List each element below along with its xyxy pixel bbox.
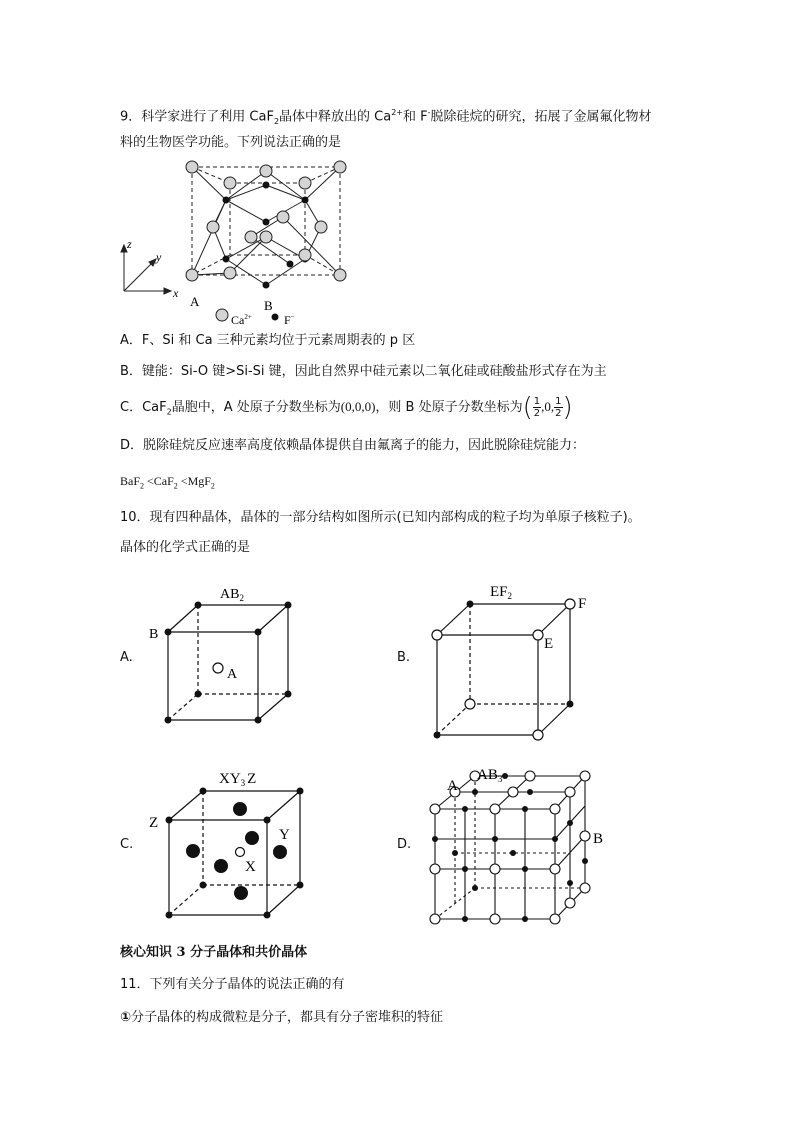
q10-b-label-f: F xyxy=(578,596,587,612)
q9-option-a: A．F、Si 和 Ca 三种元素均位于元素周期表的 p 区 xyxy=(120,333,416,348)
legend-f-label: F− xyxy=(284,313,295,327)
point-b-label: B xyxy=(264,298,273,313)
q11-stem: 11．下列有关分子晶体的说法正确的有 xyxy=(120,977,345,992)
q10-d-label-b: B xyxy=(593,831,604,847)
q10-figure-c xyxy=(145,765,315,923)
q11-item-1: ①分子晶体的构成微粒是分子，都具有分子密堆积的特征 xyxy=(120,1010,444,1025)
q9-option-d: D．脱除硅烷反应速率高度依赖晶体提供自由氟离子的能力，因此脱除硅烷能力： xyxy=(120,438,586,453)
q10-figure-a xyxy=(140,580,310,730)
q10-a-label-a: A xyxy=(227,667,238,682)
q10-stem-line1: 10．现有四种晶体，晶体的一部分结构如图所示(已知内部构成的粒子均为单原子核粒子)。 xyxy=(120,510,641,525)
q10-a-title: $AB_2$ xyxy=(220,587,244,603)
q10-b-title: $EF_2$ xyxy=(490,584,513,601)
q9-option-d-formula: BaF$_2$ <CaF$_2$ <MgF$_2$ xyxy=(120,474,215,491)
q9-stem-line1: 9．科学家进行了利用 CaF$_2$晶体中释放出的 $Ca^{2+}$和 F-脱除硅烷的研究，拓展了金属氟化物材 xyxy=(120,108,652,126)
legend-ca-label: $Ca^{2+}$ xyxy=(231,313,252,327)
q10-stem-line2: 晶体的化学式正确的是 xyxy=(120,540,251,555)
q10-figure-b xyxy=(420,578,600,743)
q10-c-label-z: Z xyxy=(149,815,159,831)
q10-a-label-b: B xyxy=(149,627,159,642)
caf2-unit-cell-figure xyxy=(118,155,358,330)
q10-c-title: $XY_3$ Z xyxy=(219,771,257,788)
axis-z-label: z xyxy=(127,237,132,251)
q10-option-c-letter: C. xyxy=(120,837,134,852)
q10-b-label-e: E xyxy=(544,636,554,652)
axis-x-label: x xyxy=(173,286,179,300)
q10-d-label-a: A xyxy=(447,778,458,794)
q9-stem-line2: 料的生物医学功能。下列说法正确的是 xyxy=(120,135,342,150)
q10-option-d-letter: D. xyxy=(397,837,412,852)
q9-option-b: B．键能：Si-O 键>Si-Si 键，因此自然界中硅元素以二氧化硅或硅酸盐形式存在为主 xyxy=(120,364,607,379)
axis-y-label: y xyxy=(156,250,162,264)
q10-figure-d xyxy=(425,763,615,928)
point-a-label: A xyxy=(190,294,200,309)
q10-d-title: $AB_3$ xyxy=(477,767,503,784)
section-heading: 核心知识 3 分子晶体和共价晶体 xyxy=(120,945,308,960)
q10-c-label-y: Y xyxy=(279,827,290,843)
q10-c-label-x: X xyxy=(245,859,256,875)
q10-option-a-letter: A. xyxy=(120,650,133,665)
q9-option-c: C．CaF$_2$晶胞中，A 处原子分数坐标为(0,0,0)，则 B 处原子分数坐标为( $\frac{1}{2}$ ,0, $\frac{1}{2}$ ) xyxy=(120,392,573,423)
q10-option-b-letter: B. xyxy=(397,650,411,665)
